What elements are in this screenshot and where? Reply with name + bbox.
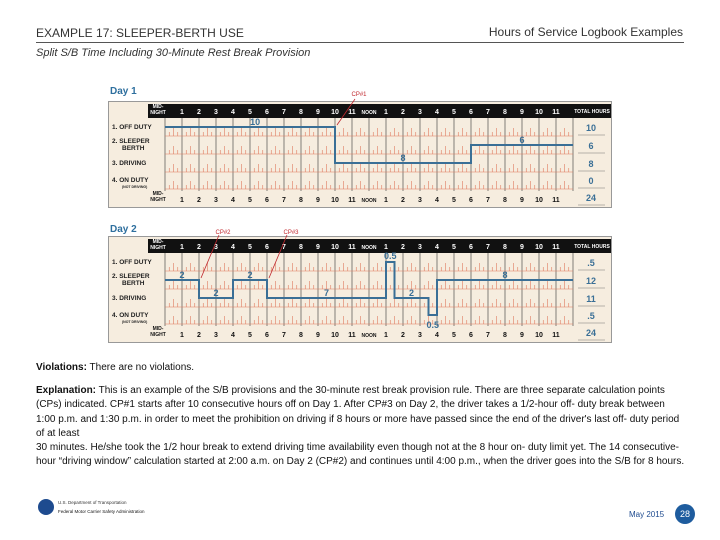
top-hour-label: 10 — [331, 109, 339, 116]
row-sublabel: (NOT DRIVING) — [122, 185, 148, 189]
top-hour-label: 8 — [299, 109, 303, 116]
bottom-hour-label: 2 — [197, 332, 201, 339]
top-hour-label: 5 — [452, 244, 456, 251]
top-hour-label: 1 — [384, 244, 388, 251]
top-hour-label: 3 — [214, 244, 218, 251]
bottom-hour-label: 7 — [486, 332, 490, 339]
duration-label: 2 — [213, 288, 219, 298]
violations-value: There are no violations. — [89, 362, 195, 373]
row-label: 1. OFF DUTY — [112, 124, 152, 131]
bottom-hour-label: 11 — [348, 332, 356, 339]
slide-series-title: Hours of Service Logbook Examples — [488, 25, 683, 39]
top-hour-label: 4 — [435, 109, 439, 116]
top-hour-label: 2 — [197, 244, 201, 251]
agency-line2: Federal Motor Carrier Safety Administration — [58, 509, 145, 514]
checkpoint-label: CP#2 — [215, 230, 231, 236]
top-hour-label: 10 — [535, 244, 543, 251]
top-hour-label: 11 — [552, 244, 560, 251]
top-hour-label: 5 — [248, 244, 252, 251]
footer-date: May 2015 — [629, 510, 665, 519]
bottom-hour-label: 4 — [231, 197, 235, 204]
duration-label: 0.5 — [426, 320, 440, 330]
bottom-hour-label: 9 — [520, 332, 524, 339]
bottom-hour-label: 8 — [299, 197, 303, 204]
bottom-hour-label: 9 — [316, 332, 320, 339]
bottom-hour-label: 8 — [299, 332, 303, 339]
day1-bottom-midnight-label: MID- NIGHT — [150, 191, 166, 203]
row-label: 1. OFF DUTY — [112, 259, 152, 266]
bottom-hour-label: 6 — [265, 197, 269, 204]
top-hour-label: 8 — [503, 244, 507, 251]
day2-label: Day 2 — [110, 224, 137, 235]
slide-title: EXAMPLE 17: SLEEPER-BERTH USE — [36, 26, 244, 40]
top-hour-label: 3 — [418, 244, 422, 251]
duration-label: 2 — [179, 270, 185, 280]
day2-logbook-grid — [108, 230, 612, 343]
agency-line1: U.S. Department of Transportation — [58, 500, 127, 505]
top-hour-label: 11 — [552, 109, 560, 116]
bottom-hour-label: 8 — [503, 332, 507, 339]
top-hour-label: 9 — [316, 244, 320, 251]
bottom-hour-label: 1 — [384, 332, 388, 339]
row-label: 4. ON DUTY — [112, 177, 149, 184]
explanation-label: Explanation: — [36, 385, 97, 396]
page-number: 28 — [675, 504, 695, 524]
bottom-hour-label: 4 — [231, 332, 235, 339]
top-hour-label: 6 — [265, 109, 269, 116]
top-hour-label: 7 — [486, 109, 490, 116]
bottom-hour-label: 5 — [452, 197, 456, 204]
top-hour-label: 5 — [452, 109, 456, 116]
top-hour-label: NOON — [361, 110, 377, 116]
top-hour-label: 11 — [348, 109, 356, 116]
violations-text — [36, 361, 686, 375]
bottom-hour-label: 7 — [486, 197, 490, 204]
bottom-hour-label: 9 — [520, 197, 524, 204]
bottom-hour-label: 10 — [535, 332, 543, 339]
dot-logo-icon — [38, 499, 54, 515]
total-hours-value: 0 — [588, 176, 594, 186]
top-hour-label: 9 — [316, 109, 320, 116]
total-hours-value: 8 — [588, 159, 594, 169]
top-hour-label: 9 — [520, 244, 524, 251]
bottom-hour-label: 11 — [552, 197, 560, 204]
top-hour-label: 1 — [384, 109, 388, 116]
bottom-hour-label: 3 — [214, 332, 218, 339]
bottom-hour-label: 11 — [348, 197, 356, 204]
bottom-hour-label: 1 — [180, 197, 184, 204]
bottom-hour-label: 6 — [469, 197, 473, 204]
top-hour-label: 4 — [231, 244, 235, 251]
row-label: 2. SLEEPER — [112, 138, 150, 145]
top-hour-label: 7 — [486, 244, 490, 251]
bottom-hour-label: 10 — [331, 197, 339, 204]
top-hour-label: 4 — [435, 244, 439, 251]
bottom-hour-label: 1 — [384, 197, 388, 204]
top-hour-label: 6 — [469, 244, 473, 251]
top-hour-label: 3 — [418, 109, 422, 116]
day1-logbook-grid — [108, 92, 612, 208]
top-hour-label: 7 — [282, 109, 286, 116]
slide-subtitle: Split S/B Time Including 30-Minute Rest Break Provision — [36, 47, 311, 59]
bottom-hour-label: 4 — [435, 332, 439, 339]
explanation-part1: This is an example of the S/B provisions and the 30-minute rest break provision rule. There are three separate calculation points (CPs) indicated. CP#1 starts after 10 consecutive hours off on Day 1. After CP#3 on Day 2, the driver takes a 1/2-hour off- duty break between 1:00 p.m. and 1:30 p.m. in order to meet the prohibition on driving if 8 hours or more have passed since the end of the driver's last off- duty period of at least — [36, 385, 680, 439]
top-hour-label: 9 — [520, 109, 524, 116]
bottom-hour-label: 7 — [282, 332, 286, 339]
total-hours-value: 6 — [588, 141, 594, 151]
top-hour-label: 1 — [180, 244, 184, 251]
top-hour-label: 6 — [265, 244, 269, 251]
bottom-hour-label: 2 — [197, 197, 201, 204]
row-label: 3. DRIVING — [112, 295, 147, 302]
row-label: 2. SLEEPER — [112, 273, 150, 280]
duration-label: 6 — [519, 135, 525, 145]
bottom-hour-label: 5 — [452, 332, 456, 339]
explanation-part2: 30 minutes. He/she took the 1/2 hour break to extend driving time availability even though not at the 8 hour on- duty limit yet. The 14 consecutive-hour “driving window” calculation started at 2:00 a.m. on Day 2 (CP#2) and continues until 4:00 p.m., when the driver goes into the S/B for 8 hours. — [36, 442, 685, 468]
bottom-hour-label: NOON — [361, 333, 377, 339]
top-hour-label: 6 — [469, 109, 473, 116]
bottom-hour-label: NOON — [361, 198, 377, 204]
header-divider — [36, 42, 684, 43]
total-hours-value: 11 — [586, 294, 596, 304]
day2-top-midnight-label: MID- NIGHT — [150, 239, 166, 251]
top-hour-label: 2 — [401, 109, 405, 116]
row-label: BERTH — [122, 145, 145, 152]
top-hour-label: 8 — [503, 109, 507, 116]
bottom-hour-label: 5 — [248, 332, 252, 339]
duration-label: 10 — [250, 117, 261, 127]
duration-label: 2 — [247, 270, 253, 280]
top-hour-label: NOON — [361, 245, 377, 251]
top-hour-label: 10 — [331, 244, 339, 251]
total-hours-value: 10 — [585, 123, 597, 133]
total-hours-header: TOTAL HOURS — [574, 109, 610, 115]
bottom-hour-label: 3 — [214, 197, 218, 204]
explanation-text — [36, 384, 686, 470]
top-hour-label: 8 — [299, 244, 303, 251]
bottom-hour-label: 2 — [401, 332, 405, 339]
total-hours-value: 12 — [585, 276, 597, 286]
total-hours-value: .5 — [587, 258, 595, 268]
duration-label: 2 — [408, 288, 415, 298]
day1-top-midnight-label: MID- NIGHT — [150, 104, 166, 116]
duration-label: 8 — [502, 270, 508, 280]
total-hours-value: 24 — [585, 193, 597, 203]
top-hour-label: 11 — [348, 244, 356, 251]
total-hours-header: TOTAL HOURS — [574, 244, 610, 250]
day2-bottom-midnight-label: MID- NIGHT — [150, 326, 166, 338]
top-hour-label: 10 — [535, 109, 543, 116]
checkpoint-label: CP#3 — [283, 230, 299, 236]
top-hour-label: 3 — [214, 109, 218, 116]
row-label: BERTH — [122, 280, 145, 287]
bottom-hour-label: 4 — [435, 197, 439, 204]
top-hour-label: 2 — [197, 109, 201, 116]
top-hour-label: 4 — [231, 109, 235, 116]
checkpoint-label: CP#1 — [351, 92, 367, 98]
row-sublabel: (NOT DRIVING) — [122, 320, 148, 324]
bottom-hour-label: 6 — [469, 332, 473, 339]
bottom-hour-label: 9 — [316, 197, 320, 204]
duration-label: 0.5 — [383, 251, 397, 261]
row-label: 3. DRIVING — [112, 160, 147, 167]
bottom-hour-label: 2 — [401, 197, 405, 204]
bottom-hour-label: 10 — [535, 197, 543, 204]
bottom-hour-label: 3 — [418, 332, 422, 339]
total-hours-value: 24 — [585, 328, 597, 338]
bottom-hour-label: 5 — [248, 197, 252, 204]
bottom-hour-label: 1 — [180, 332, 184, 339]
top-hour-label: 7 — [282, 244, 286, 251]
top-hour-label: 2 — [401, 244, 405, 251]
bottom-hour-label: 7 — [282, 197, 286, 204]
row-label: 4. ON DUTY — [112, 312, 149, 319]
violations-label: Violations: — [36, 362, 87, 373]
total-hours-value: .5 — [587, 311, 595, 321]
duration-label: 8 — [400, 153, 406, 163]
bottom-hour-label: 8 — [503, 197, 507, 204]
day1-label: Day 1 — [110, 86, 137, 97]
top-hour-label: 5 — [248, 109, 252, 116]
bottom-hour-label: 3 — [418, 197, 422, 204]
bottom-hour-label: 10 — [331, 332, 339, 339]
bottom-hour-label: 11 — [552, 332, 560, 339]
top-hour-label: 1 — [180, 109, 184, 116]
duration-label: 7 — [323, 288, 330, 298]
bottom-hour-label: 6 — [265, 332, 269, 339]
